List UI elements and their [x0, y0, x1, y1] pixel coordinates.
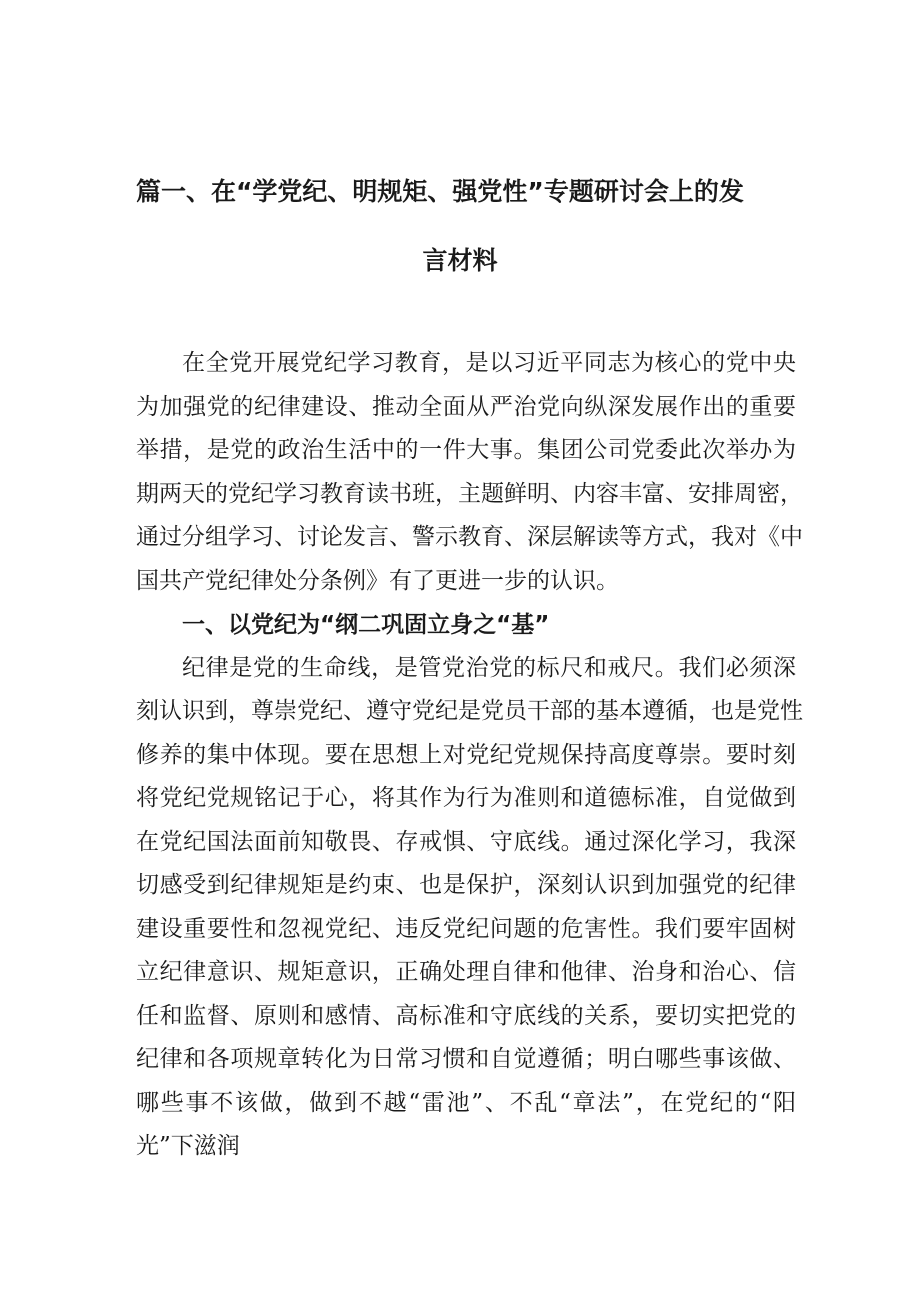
document-title-line-1: 篇一、在“学党纪、明规矩、强党性”专题研讨会上的发	[136, 177, 744, 206]
paragraph-1-line: 举措，是党的政治生活中的一件大事。集团公司党委此次举办为	[136, 437, 796, 463]
paragraph-2-line: 建设重要性和忽视党纪、违反党纪问题的危害性。我们要牢固树	[136, 916, 796, 942]
paragraph-2-line: 光”下滋润	[136, 1133, 240, 1159]
paragraph-2-line: 立纪律意识、规矩意识，正确处理自律和他律、治身和治心、信	[136, 959, 796, 985]
paragraph-2-line: 任和监督、原则和感情、高标准和守底线的关系，要切实把党的	[136, 1003, 796, 1029]
paragraph-2-line: 在党纪国法面前知敬畏、存戒惧、守底线。通过深化学习，我深	[136, 829, 796, 855]
paragraph-2-line: 修养的集中体现。要在思想上对党纪党规保持高度尊崇。要时刻	[136, 742, 796, 768]
paragraph-1-line: 通过分组学习、讨论发言、警示教育、深层解读等方式，我对《中	[136, 524, 803, 550]
paragraph-1-line: 国共产党纪律处分条例》有了更进一步的认识。	[136, 568, 619, 594]
section-1-heading: 一、以党纪为“纲二巩固立身之“基”	[182, 612, 550, 638]
paragraph-2-line: 切感受到纪律规矩是约束、也是保护，深刻认识到加强党的纪律	[136, 872, 796, 898]
paragraph-2-line: 将党纪党规铭记于心，将其作为行为准则和道德标准，自觉做到	[136, 785, 796, 811]
paragraph-2-line: 刻认识到，尊崇党纪、遵守党纪是党员干部的基本遵循，也是党性	[136, 698, 803, 724]
document-title-line-2: 言材料	[422, 246, 498, 275]
paragraph-2-line: 纪律是党的生命线，是管党治党的标尺和戒尺。我们必须深	[182, 655, 796, 681]
paragraph-1-line: 期两天的党纪学习教育读书班，主题鲜明、内容丰富、安排周密，	[136, 481, 803, 507]
paragraph-1-line: 在全党开展党纪学习教育，是以习近平同志为核心的党中央	[182, 350, 796, 376]
paragraph-1-line: 为加强党的纪律建设、推动全面从严治党向纵深发展作出的重要	[136, 394, 796, 420]
paragraph-2-line: 纪律和各项规章转化为日常习惯和自觉遵循；明白哪些事该做、	[136, 1046, 796, 1072]
paragraph-2-line: 哪些事不该做，做到不越“雷池”、不乱“章法”，在党纪的“阳	[136, 1090, 796, 1116]
